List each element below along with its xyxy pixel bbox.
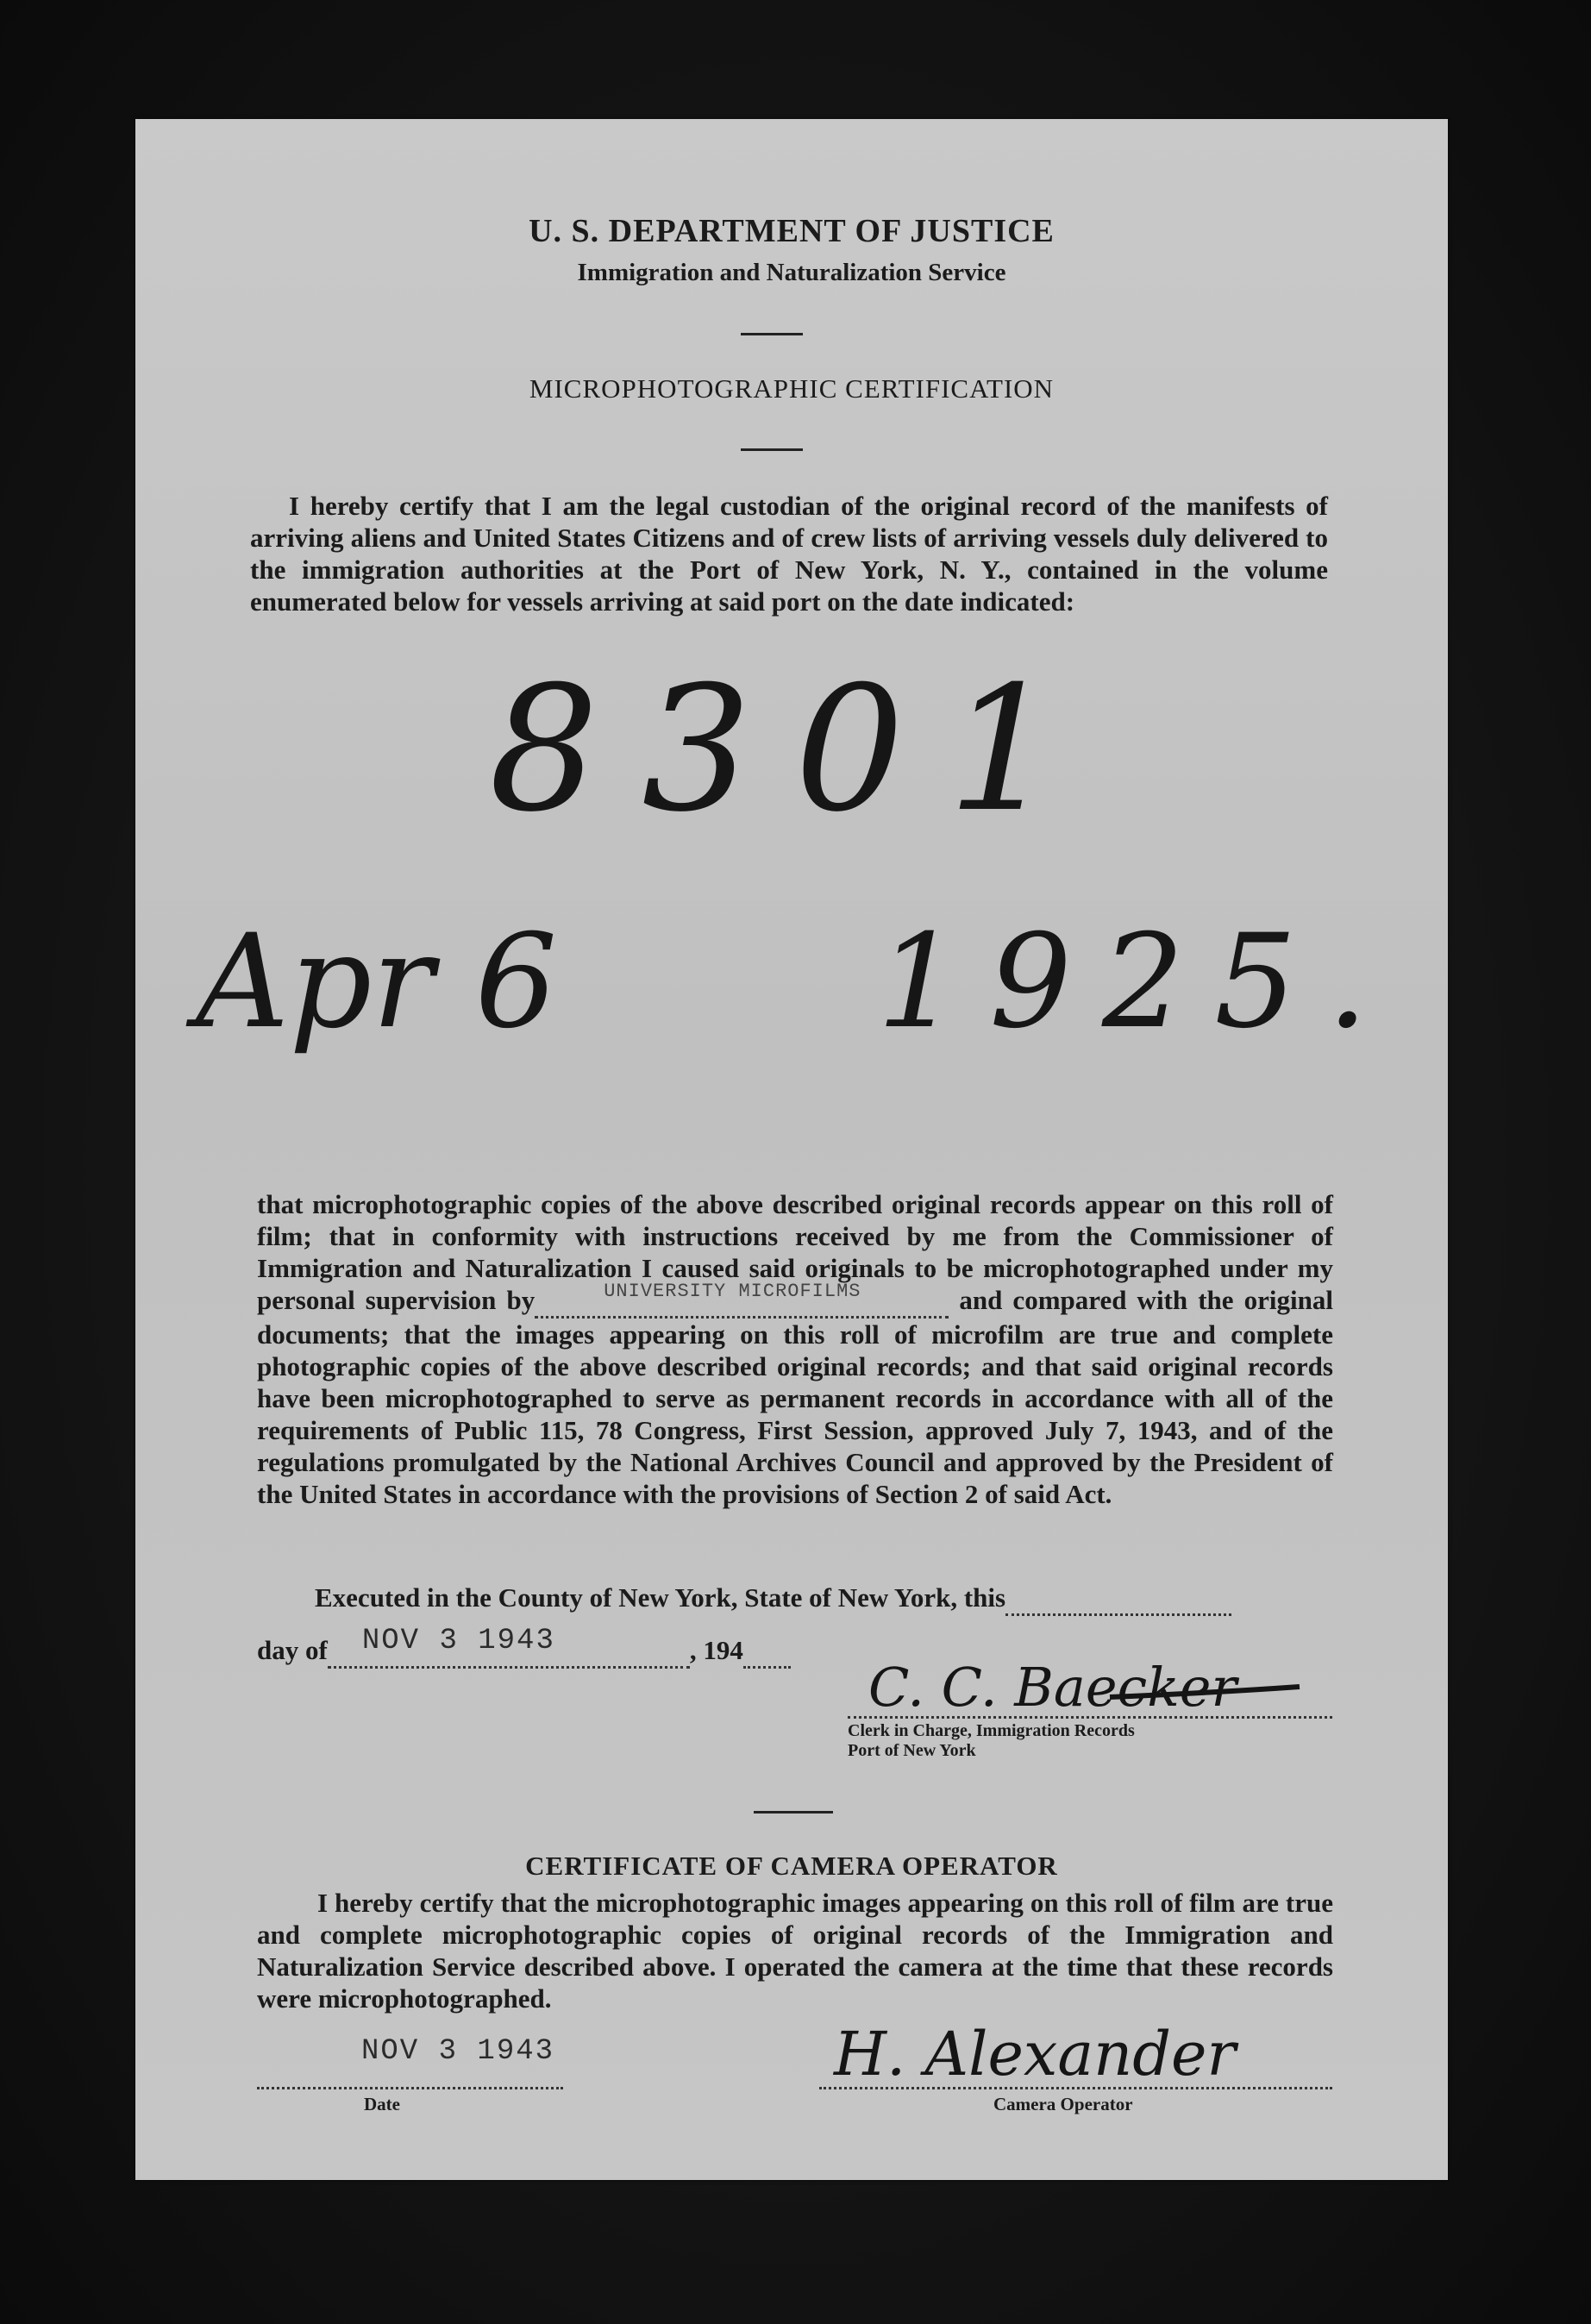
operator-signature xyxy=(817,2008,1334,2094)
statement-part-1: that microphotographic copies of the above described original records appear on this roll of film; that in conformity with instructions received by me from the Commissioner of Immigration and Naturalization I caused said originals to be microphotographed under my personal supervision by xyxy=(257,1189,1333,1315)
microphotograph-statement xyxy=(257,1188,1333,1510)
custodian-statement: I hereby certify that I am the legal custodian of the original record of the manifests of arriving aliens and United States Citizens and of crew lists of arriving vessels duly delivered to the immigration authorities at the Port of New York, N. Y., contained in the volume enumerated below for vessels arriving at said port on the date indicated: xyxy=(250,491,1328,617)
operator-signature-line xyxy=(819,2087,1332,2089)
volume-number: 8301 xyxy=(489,649,1100,850)
clerk-title-line1: Clerk in Charge, Immigration Records xyxy=(848,1721,1135,1740)
certificate-page xyxy=(135,119,1448,2180)
filmed-by-field xyxy=(535,1281,949,1319)
statement-part-2: and compared with the original documents; that the images appearing on this roll of microfilm are true and complete photographic copies of the above described original records; and that said original records have been microphotographed to serve as permanent records in accordance with all of the requirements of Public 115, 78 Congress, First Session, approved July 7, 1943, and of the regulations promulgated by the National Archives Council and approved by the President of the United States in accordance with the provisions of Section 2 of said Act. xyxy=(257,1285,1334,1509)
year-prefix: , 194 xyxy=(689,1635,743,1665)
clerk-signature-line xyxy=(848,1716,1332,1719)
execution-date-stamp: NOV 3 1943 xyxy=(361,1625,555,1657)
clerk-title xyxy=(848,1721,1135,1761)
service-subheading: Immigration and Naturalization Service xyxy=(577,259,1006,286)
handwritten-entries xyxy=(135,119,1448,1068)
operator-date-stamp: NOV 3 1943 xyxy=(361,2035,555,2068)
date-line xyxy=(257,2087,563,2089)
operator-signature-text: H. Alexander xyxy=(834,2019,1236,2089)
camera-operator-heading: CERTIFICATE OF CAMERA OPERATOR xyxy=(525,1851,1058,1881)
department-heading: U. S. DEPARTMENT OF JUSTICE xyxy=(529,213,1055,249)
clerk-signature xyxy=(851,1645,1334,1723)
camera-operator-statement: I hereby certify that the microphotographic images appearing on this roll of film are true and complete microphotographic copies of original records of the Immigration and Naturalization Service described above. I operated the camera at the time that these records were microphotographed. xyxy=(257,1888,1333,2014)
arrival-year: 1925. xyxy=(877,907,1399,1057)
day-of-label: day of xyxy=(257,1635,328,1665)
day-field xyxy=(328,1625,690,1669)
day-of-line xyxy=(257,1625,791,1669)
filmed-by-stamp: UNIVERSITY MICROFILMS xyxy=(604,1281,861,1302)
date-label: Date xyxy=(364,2094,400,2114)
year-dots xyxy=(743,1635,791,1669)
clerk-signature-text: C. C. Baecker xyxy=(868,1656,1237,1719)
execution-line xyxy=(315,1582,1231,1616)
operator-label: Camera Operator xyxy=(993,2094,1133,2114)
form-title: MICROPHOTOGRAPHIC CERTIFICATION xyxy=(529,373,1055,404)
execution-dots xyxy=(1005,1582,1231,1616)
execution-text: Executed in the County of New York, State of New York, this xyxy=(315,1582,1006,1613)
divider xyxy=(754,1811,833,1813)
clerk-title-line2: Port of New York xyxy=(848,1741,976,1760)
arrival-date: Apr 6 xyxy=(196,907,558,1057)
